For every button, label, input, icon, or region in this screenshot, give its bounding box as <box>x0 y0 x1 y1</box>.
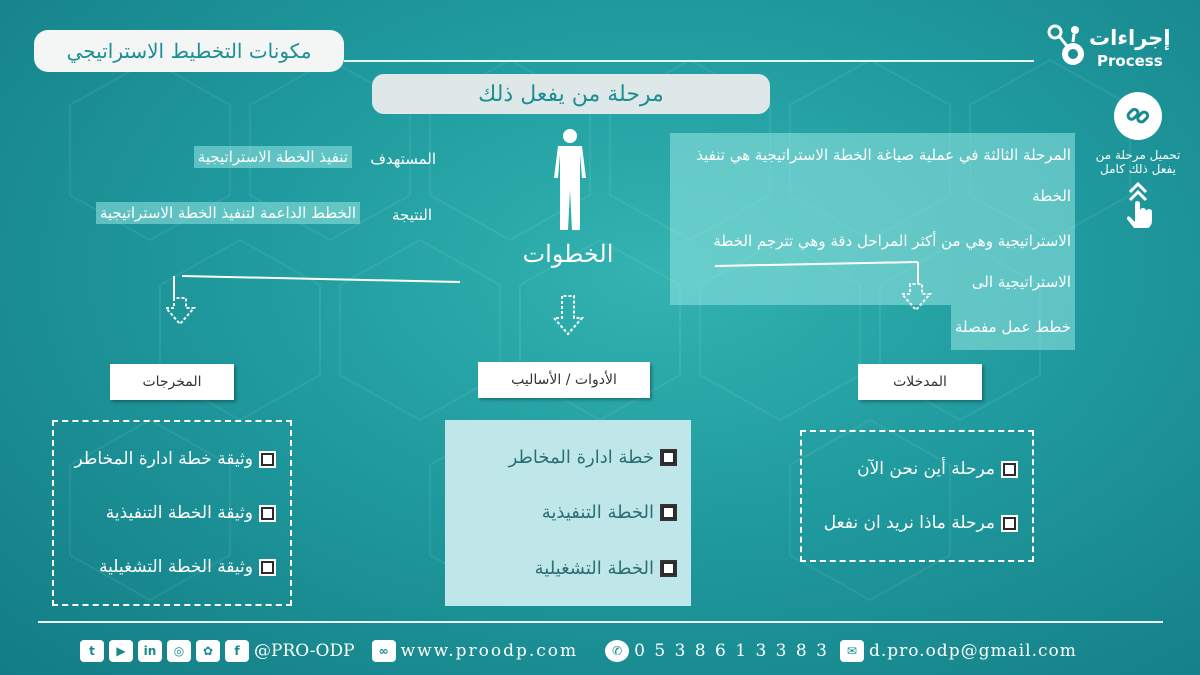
footer-handle[interactable]: @PRO-ODP <box>254 641 355 661</box>
footer-phone[interactable]: 0 5 3 8 6 1 3 3 8 3 <box>634 641 829 661</box>
checkbox-icon <box>660 449 677 466</box>
result-label: النتيجة <box>391 206 432 224</box>
page-title: مكونات التخطيط الاستراتيجي <box>66 39 312 63</box>
snapchat-icon[interactable]: ✿ <box>196 640 220 662</box>
list-item: الخطة التشغيلية <box>459 558 677 579</box>
download-text-1: تحميل مرحلة من <box>1095 148 1181 162</box>
result-value: الخطط الداعمة لتنفيذ الخطة الاستراتيجية <box>96 202 360 224</box>
checkbox-icon <box>660 504 677 521</box>
description-line-2: الاستراتيجية وهي من أكثر المراحل دقة وهي تترجم الخطة الاستراتيجية الى <box>670 219 1075 305</box>
list-item: وثيقة الخطة التنفيذية <box>68 503 276 523</box>
target-value: تنفيذ الخطة الاستراتيجية <box>194 146 352 168</box>
steps-label: الخطوات <box>522 240 614 268</box>
web-icon: ∞ <box>372 640 396 662</box>
instagram-icon[interactable]: ◎ <box>167 640 191 662</box>
email-icon: ✉ <box>840 640 864 662</box>
checkbox-icon <box>259 451 276 468</box>
list-item: مرحلة ماذا نريد ان نفعل <box>816 513 1018 533</box>
outputs-box <box>52 420 292 606</box>
outputs-header: المخرجات <box>110 364 234 400</box>
facebook-icon[interactable]: f <box>225 640 249 662</box>
inputs-header: المدخلات <box>858 364 982 400</box>
download-text-2: يفعل ذلك كامل <box>1100 162 1176 176</box>
checkbox-icon <box>1001 461 1018 478</box>
whatsapp-icon: ✆ <box>605 640 629 662</box>
tools-header: الأدوات / الأساليب <box>478 362 650 398</box>
youtube-icon[interactable]: ▶ <box>109 640 133 662</box>
list-item: مرحلة أين نحن الآن <box>816 459 1018 479</box>
footer-website[interactable]: www.proodp.com <box>400 641 579 661</box>
description-line-3: خطط عمل مفصلة <box>951 305 1075 350</box>
checkbox-icon <box>259 505 276 522</box>
target-label: المستهدف <box>370 150 436 168</box>
footer <box>80 636 1170 666</box>
list-item: الخطة التنفيذية <box>459 502 677 523</box>
linkedin-icon[interactable]: in <box>138 640 162 662</box>
footer-divider <box>38 621 1163 623</box>
checkbox-icon <box>1001 515 1018 532</box>
list-item: وثيقة خطة ادارة المخاطر <box>68 449 276 469</box>
inputs-box <box>800 430 1034 562</box>
brand-arabic: إجراءات <box>1089 26 1171 50</box>
stage-title: مرحلة من يفعل ذلك <box>478 81 664 107</box>
twitter-icon[interactable]: t <box>80 640 104 662</box>
footer-email[interactable]: d.pro.odp@gmail.com <box>868 641 1077 661</box>
description-line-1: المرحلة الثالثة في عملية صياغة الخطة الاستراتيجية هي تنفيذ الخطة <box>670 133 1075 219</box>
checkbox-icon <box>259 559 276 576</box>
tools-box <box>445 420 691 606</box>
checkbox-icon <box>660 560 677 577</box>
list-item: وثيقة الخطة التشغيلية <box>68 557 276 577</box>
list-item: خطة ادارة المخاطر <box>459 447 677 468</box>
brand-latin: Process <box>1097 52 1163 70</box>
